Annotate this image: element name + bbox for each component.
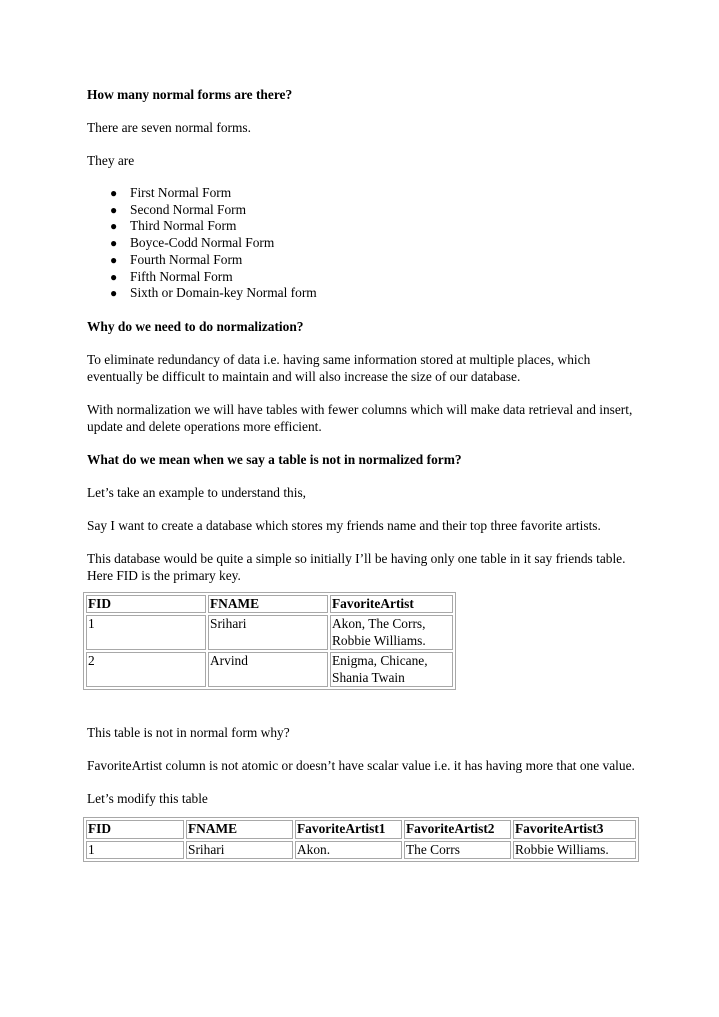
paragraph-efficiency: With normalization we will have tables with fewer columns which will make data retrieval and insert, update and delete operations more efficient. xyxy=(87,401,633,434)
column-header: FavoriteArtist3 xyxy=(513,820,636,839)
paragraph-not-normal-question: This table is not in normal form why? xyxy=(87,725,290,741)
list-item: ● Boyce-Codd Normal Form xyxy=(110,235,275,251)
table-row xyxy=(86,615,453,650)
bullet-icon: ● xyxy=(110,236,118,251)
list-item: ● Fourth Normal Form xyxy=(110,251,243,267)
question-heading-normal-forms: How many normal forms are there? xyxy=(87,87,293,102)
answer-paragraph: There are seven normal forms. xyxy=(87,120,251,135)
list-item: ● Fifth Normal Form xyxy=(110,268,233,284)
table-cell: The Corrs xyxy=(404,841,511,860)
bullet-icon: ● xyxy=(110,252,118,267)
friends-table xyxy=(83,592,456,691)
column-header: FavoriteArtist1 xyxy=(295,820,402,839)
column-header: FNAME xyxy=(186,820,293,839)
table-cell: Robbie Williams. xyxy=(513,841,636,860)
table-cell: Srihari xyxy=(208,615,328,650)
table-cell: Enigma, Chicane, Shania Twain xyxy=(330,652,453,687)
question-heading-why-normalize: Why do we need to do normalization? xyxy=(87,318,304,334)
table-header-row xyxy=(86,595,453,614)
list-intro: They are xyxy=(87,153,135,168)
table-row xyxy=(86,841,636,860)
table-header-row xyxy=(86,820,636,839)
question-heading-not-normalized: What do we mean when we say a table is not in normalized form? xyxy=(87,451,462,467)
column-header: FavoriteArtist xyxy=(330,595,453,614)
column-header: FID xyxy=(86,820,184,839)
bullet-icon: ● xyxy=(110,202,118,217)
table-cell: 2 xyxy=(86,652,206,687)
table-cell: 1 xyxy=(86,615,206,650)
table-cell: Akon, The Corrs, Robbie Williams. xyxy=(330,615,453,650)
table-cell: Srihari xyxy=(186,841,293,860)
table-cell: Akon. xyxy=(295,841,402,860)
list-item: ● First Normal Form xyxy=(110,185,232,200)
normal-forms-list xyxy=(87,185,647,302)
paragraph-example-intro: Let’s take an example to understand this, xyxy=(87,484,307,500)
bullet-icon: ● xyxy=(110,269,118,284)
column-header: FNAME xyxy=(208,595,328,614)
paragraph-primary-key: This database would be quite a simple so initially I’ll be having only one table in it say friends table. Here FID is the primary key. xyxy=(87,550,626,583)
column-header: FID xyxy=(86,595,206,614)
paragraph-redundancy: To eliminate redundancy of data i.e. having same information stored at multiple places, which eventually be difficult to maintain and will also increase the size of our database. xyxy=(87,351,591,384)
list-item: ● Second Normal Form xyxy=(110,201,247,217)
bullet-icon: ● xyxy=(110,219,118,234)
paragraph-modify-table: Let’s modify this table xyxy=(87,791,208,807)
bullet-icon: ● xyxy=(110,186,118,200)
table-row xyxy=(86,652,453,687)
list-item: ● Sixth or Domain-key Normal form xyxy=(110,285,317,301)
bullet-icon: ● xyxy=(110,286,118,301)
paragraph-database-description: Say I want to create a database which stores my friends name and their top three favorite artists. xyxy=(87,517,601,533)
document-page xyxy=(87,86,647,862)
list-item: ● Third Normal Form xyxy=(110,218,237,234)
paragraph-atomic-explanation: FavoriteArtist column is not atomic or doesn’t have scalar value i.e. it has having more that one value. xyxy=(87,758,635,774)
table-cell: Arvind xyxy=(208,652,328,687)
friends-table-modified xyxy=(83,817,639,862)
column-header: FavoriteArtist2 xyxy=(404,820,511,839)
table-cell: 1 xyxy=(86,841,184,860)
